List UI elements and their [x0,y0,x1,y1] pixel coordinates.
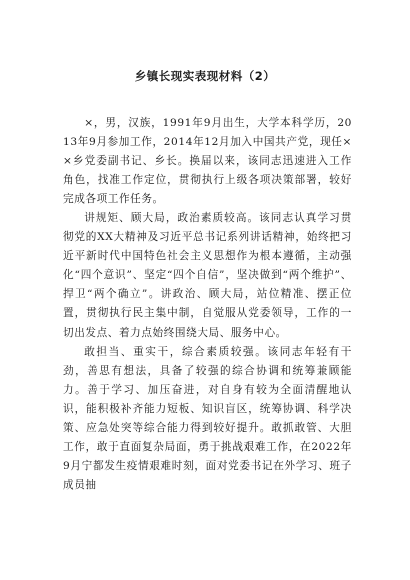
document-body [63,114,352,495]
paragraph-political-quality: 讲规矩、顾大局，政治素质较高。该同志认真学习贯彻党的XX大精神及习近平总书记系列讲话精神，始终把习近平新时代中国特色社会主义思想作为根本遵循，主动强化“四个意识”、坚定“四个自信”，坚决做到“两个维护”、捍卫“两个确立”。讲政治、顾大局，站位精准、摆正位置，贯彻执行民主集中制，自觉服从党委领导，工作的一切出发点、着力点始终围绕大局、服务中心。 [63,212,352,339]
paragraph-personal-info: ×，男，汉族，1991年9月出生，大学本科学历，2013年9月参加工作，2014年12月加入中国共产党，现任××乡党委副书记、乡长。换届以来，该同志迅速进入工作角色，找准工作定位，贯彻执行上级各项决策部署，较好完成各项工作任务。 [63,117,352,206]
paragraph-overall-quality: 敢担当、重实干，综合素质较强。该同志年轻有干劲，善思有想法，具备了较强的综合协调和统筹兼顾能力。善于学习、加压奋进，对自身有较为全面清醒地认识，能积极补齐能力短板、知识盲区，统筹协调、科学决策、应急处突等综合能力得到较好提升。敢抓敢管、大胆工作，敢于直面复杂局面，勇于挑战艰难工作，在2022年9月宁都发生疫情艰难时刻，面对党委书记在外学习、班子成员抽 [63,345,352,491]
document-title: 乡镇长现实表现材料（2） [134,69,276,83]
